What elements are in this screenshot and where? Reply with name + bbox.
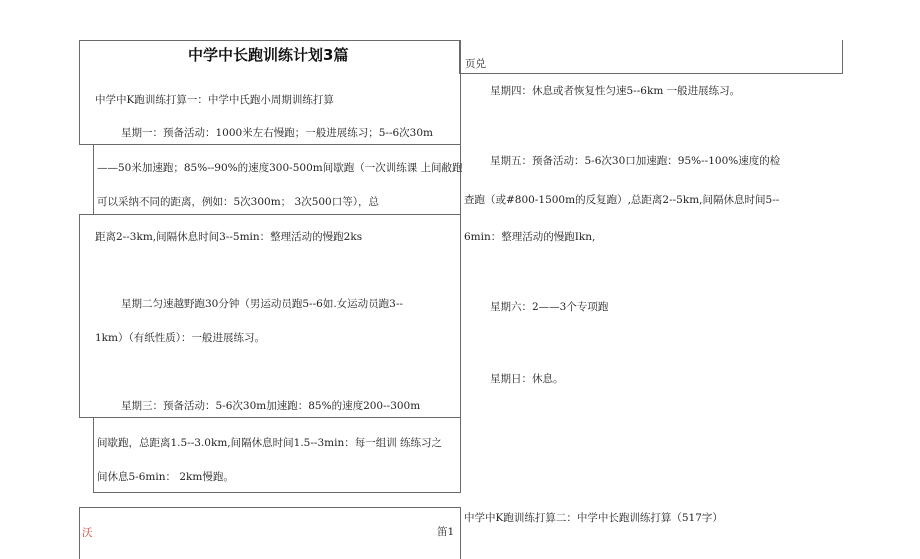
footer-mark: 沃 <box>82 527 93 539</box>
left-paragraph-5: 距离2--3km,间隔休息时间3--5min：整理活动的慢跑2ks <box>95 231 363 243</box>
footer-frame <box>79 507 461 559</box>
left-paragraph-4: 可以采纳不同的距离，例如：5次300m； 3次500口等），总 <box>97 196 379 208</box>
left-paragraph-10: 间休息5-6min： 2km慢跑。 <box>97 471 234 483</box>
header-right-text: 页兑 <box>465 58 486 70</box>
right-paragraph-2: 星期五：预备活动：5-6次30口加速跑：95%--100%速度的检 <box>490 155 781 167</box>
right-paragraph-5: 星期六：2——3个专项跑 <box>490 301 609 313</box>
header-right-frame <box>459 40 843 74</box>
right-paragraph-7: 中学中K跑训练打算二：中学中长跑训练打算（517字） <box>464 512 723 524</box>
left-paragraph-6: 星期二匀速越野跑30分钟（男运动员跑5--6如.女运动员跑3-- <box>121 298 403 310</box>
page-title: 中学中长跑训练计划3篇 <box>188 46 349 64</box>
left-paragraph-8: 星期三：预备活动：5-6次30m加速跑：85%的速度200--300m <box>121 400 421 412</box>
right-paragraph-4: 6min：整理活动的慢跑Ikn, <box>464 231 596 243</box>
right-paragraph-3: 查跑（或#800-1500m的反复跑）,总距离2--5km,间隔休息时间5-- <box>464 194 780 206</box>
right-paragraph-1: 星期四：休息或者恢复性匀速5--6km 一般进展练习。 <box>490 85 741 97</box>
right-paragraph-6: 星期日：休息。 <box>490 373 564 385</box>
left-paragraph-9: 间歇跑，总距离1.5--3.0km,间隔休息时间1.5--3min：每一组训 练练习之 <box>97 437 443 449</box>
left-paragraph-7: 1km）（有纸性质）：一般进展练习。 <box>95 332 265 344</box>
frame-block-3 <box>79 214 461 418</box>
left-paragraph-2: 星期一：预备活动：1000米左右慢跑；一般进展练习；5--6次30m <box>121 127 433 139</box>
left-paragraph-1: 中学中K跑训练打算一：中学中氏跑小周期训练打算 <box>95 94 334 106</box>
page-number: 笛1 <box>437 526 455 538</box>
left-paragraph-3: ——50米加速跑；85%--90%的速度300-500m间歇跑（一次训练课 上间敝跑 <box>97 162 463 174</box>
